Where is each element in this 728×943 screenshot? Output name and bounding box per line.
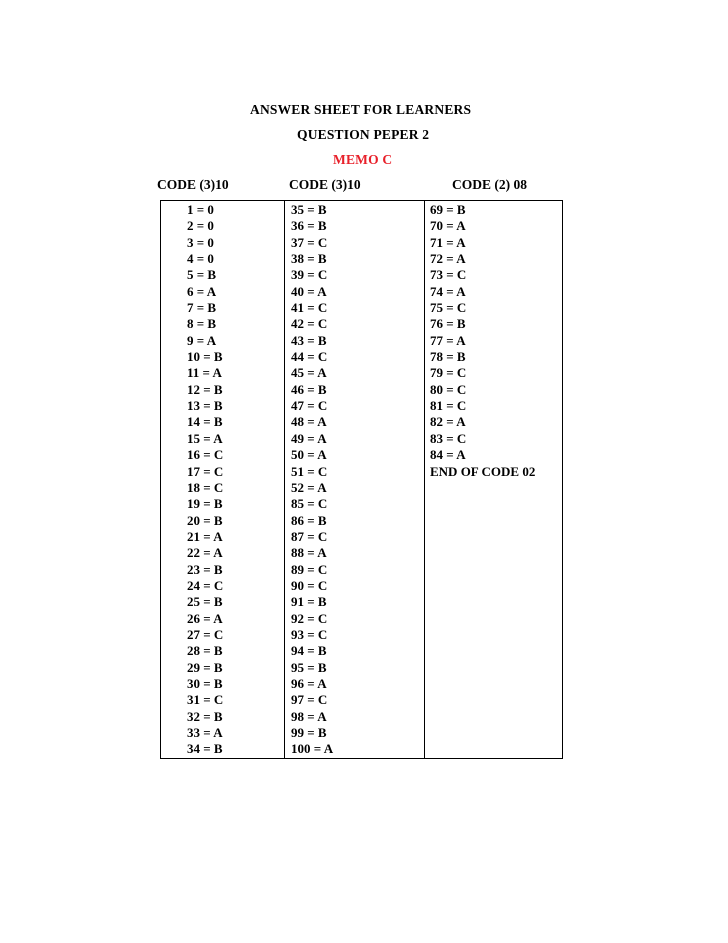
answer-row: 88 = A: [291, 545, 327, 561]
answer-row: 14 = B: [187, 414, 223, 430]
answer-row: 77 = A: [430, 332, 466, 348]
answer-row: 44 = C: [291, 349, 328, 365]
answer-row: 47 = C: [291, 398, 328, 414]
answer-row: 51 = C: [291, 463, 328, 479]
answer-row: 89 = C: [291, 561, 328, 577]
answer-row: 12 = B: [187, 381, 223, 397]
answer-row: 96 = A: [291, 675, 327, 691]
answer-row: 82 = A: [430, 414, 466, 430]
answer-row: 10 = B: [187, 349, 223, 365]
answer-row: 26 = A: [187, 610, 223, 626]
answer-row: 5 = B: [187, 267, 217, 283]
answer-row: 49 = A: [291, 430, 327, 446]
answer-row: 11 = A: [187, 365, 222, 381]
answer-row: 31 = C: [187, 692, 224, 708]
answer-row: 17 = C: [187, 463, 224, 479]
answer-row: 24 = C: [187, 577, 224, 593]
answer-row: 94 = B: [291, 643, 327, 659]
answer-row: 83 = C: [430, 430, 467, 446]
answer-row: 20 = B: [187, 512, 223, 528]
answer-row: 33 = A: [187, 725, 223, 740]
answer-row: 84 = A: [430, 447, 466, 463]
answer-row: 75 = C: [430, 300, 467, 316]
answer-row: 4 = 0: [187, 251, 214, 267]
answer-row: 87 = C: [291, 528, 328, 544]
answer-row: 71 = A: [430, 234, 466, 250]
answer-row: 78 = B: [430, 349, 466, 365]
answer-row: 98 = A: [291, 708, 327, 724]
answer-row: 36 = B: [291, 218, 327, 234]
answer-row: 30 = B: [187, 675, 223, 691]
answer-row: 1 = 0: [187, 202, 214, 217]
answer-row: 25 = B: [187, 594, 223, 610]
answer-row: 18 = C: [187, 479, 224, 495]
answer-row: 40 = A: [291, 283, 327, 299]
answer-row: 81 = C: [430, 398, 467, 414]
answer-row: 3 = 0: [187, 234, 214, 250]
answer-row: END OF CODE 02: [430, 463, 536, 479]
answer-row: 6 = A: [187, 283, 217, 299]
answer-row: 86 = B: [291, 512, 327, 528]
answer-row: 13 = B: [187, 398, 223, 414]
answer-row: 100 = A: [291, 741, 334, 757]
answer-row: 48 = A: [291, 414, 327, 430]
memo-label: MEMO C: [333, 152, 393, 167]
answer-row: 34 = B: [187, 741, 223, 757]
answer-row: 79 = C: [430, 365, 467, 381]
answer-row: 50 = A: [291, 447, 327, 463]
answer-row: 69 = B: [430, 202, 466, 217]
answer-row: 29 = B: [187, 659, 223, 675]
column-divider: [284, 200, 285, 759]
answer-row: 90 = C: [291, 577, 328, 593]
answer-row: 95 = B: [291, 659, 327, 675]
answer-row: 93 = C: [291, 626, 328, 642]
answer-row: 73 = C: [430, 267, 467, 283]
answer-row: 2 = 0: [187, 218, 214, 234]
column-heading-1: CODE (3)10: [157, 177, 229, 192]
answer-row: 80 = C: [430, 381, 467, 397]
answer-row: 76 = B: [430, 316, 466, 332]
answer-row: 9 = A: [187, 332, 217, 348]
column-heading-2: CODE (3)10: [289, 177, 361, 192]
answer-row: 41 = C: [291, 300, 328, 316]
answer-row: 52 = A: [291, 479, 327, 495]
answer-row: 92 = C: [291, 610, 328, 626]
answer-row: 91 = B: [291, 594, 327, 610]
answer-row: 99 = B: [291, 725, 327, 740]
column-heading-3: CODE (2) 08: [452, 177, 527, 192]
answer-row: 39 = C: [291, 267, 328, 283]
answer-row: 19 = B: [187, 496, 223, 512]
answer-column-2: [291, 202, 333, 758]
column-divider: [424, 200, 425, 759]
answer-row: 15 = A: [187, 430, 223, 446]
answer-row: 23 = B: [187, 561, 223, 577]
answer-row: 85 = C: [291, 496, 328, 512]
answer-row: 32 = B: [187, 708, 223, 724]
answer-row: 8 = B: [187, 316, 217, 332]
answer-row: 28 = B: [187, 643, 223, 659]
answer-row: 46 = B: [291, 381, 327, 397]
answer-row: 7 = B: [187, 300, 217, 316]
answer-row: 43 = B: [291, 332, 327, 348]
answer-row: 70 = A: [430, 218, 466, 234]
answer-row: 72 = A: [430, 251, 466, 267]
answer-column-1: [187, 202, 223, 758]
answer-row: 37 = C: [291, 234, 328, 250]
answer-row: 42 = C: [291, 316, 328, 332]
answer-row: 97 = C: [291, 692, 328, 708]
document-subtitle: QUESTION PEPER 2: [297, 127, 430, 142]
answer-row: 38 = B: [291, 251, 327, 267]
document-title: ANSWER SHEET FOR LEARNERS: [250, 102, 472, 117]
answer-row: 27 = C: [187, 626, 224, 642]
answer-row: 22 = A: [187, 545, 223, 561]
answer-column-3: [430, 202, 535, 480]
answer-row: 16 = C: [187, 447, 224, 463]
answer-row: 45 = A: [291, 365, 327, 381]
answer-row: 21 = A: [187, 528, 223, 544]
answer-row: 74 = A: [430, 283, 466, 299]
answer-row: 35 = B: [291, 202, 327, 217]
